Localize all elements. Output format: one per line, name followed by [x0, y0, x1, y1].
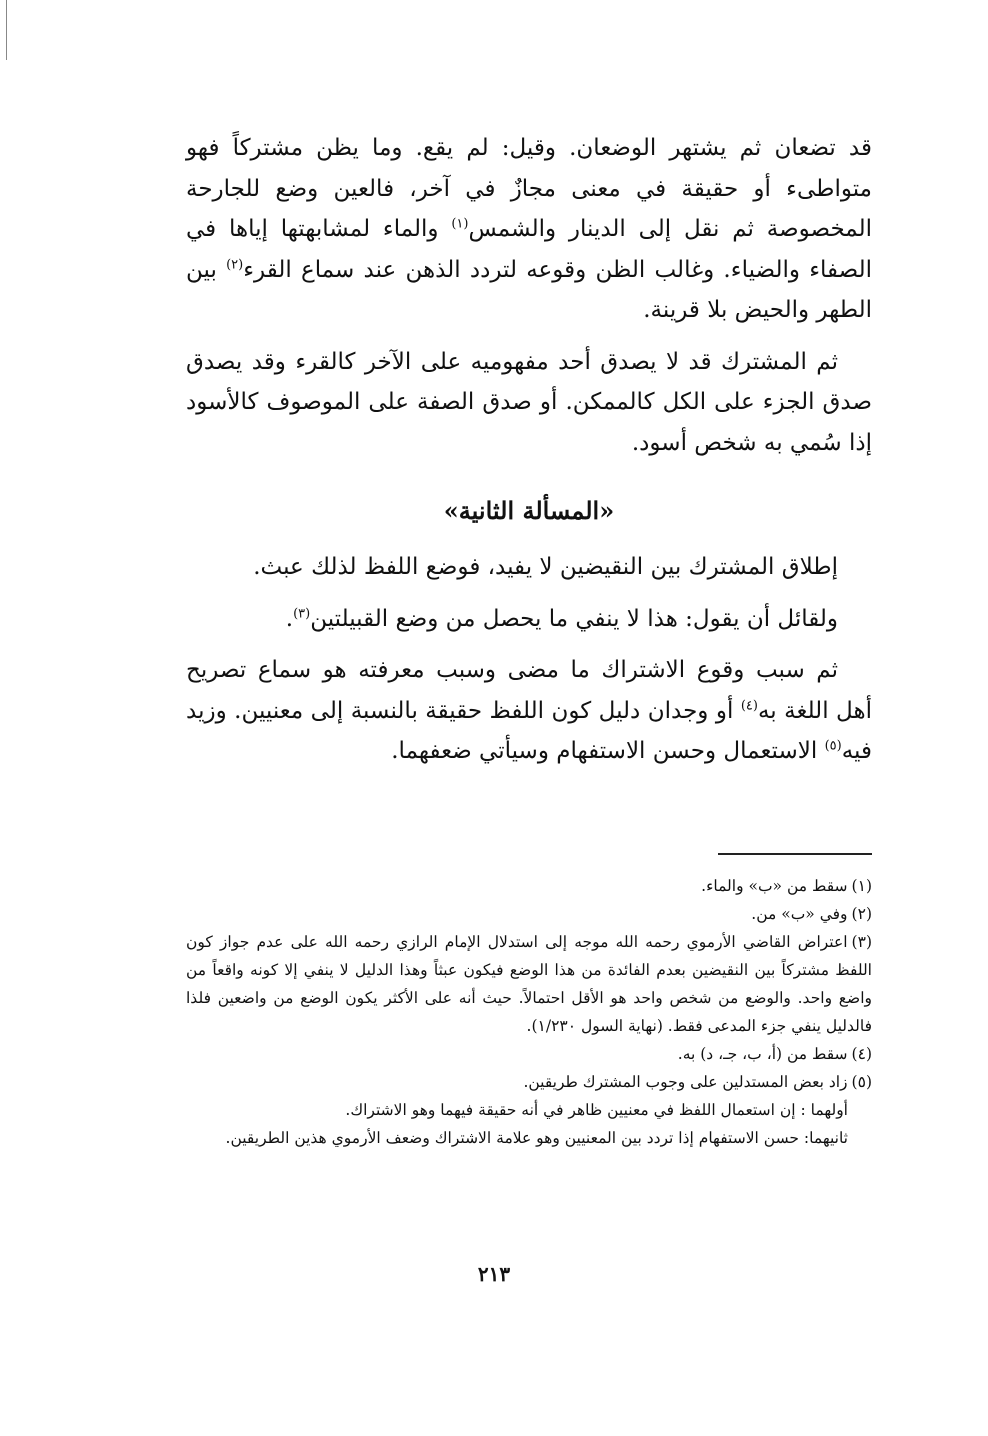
paragraph-1 [186, 128, 872, 331]
paragraph-1-mid: والماء لمشابهتها إياها في الصفاء والضياء. وغالب الظن وقوعه لتردد الذهن عند سماع القرء [186, 216, 872, 283]
footnote-4-text: سقط من (أ، ب، جـ، د) به. [677, 1045, 848, 1063]
footnote-3-number: (٣) [851, 933, 872, 951]
footnotes [186, 872, 872, 1152]
paragraph-3: إطلاق المشترك بين النقيضين لا يفيد، فوضع اللفظ لذلك عبث. [253, 554, 838, 580]
paragraph-5-mid: أو وجدان دليل كون اللفظ حقيقة بالنسبة إلى معنيين. وزيد فيه [186, 697, 872, 764]
footnote-4 [186, 1040, 872, 1068]
footnote-5-number: (٥) [851, 1073, 872, 1091]
paragraph-4-text: ولقائل أن يقول: هذا لا ينفي ما يحصل من وضع القبيلتين [310, 605, 838, 632]
paragraph-5-text: ثم سبب وقوع الاشتراك ما مضى وسبب معرفته هو سماع تصريح أهل اللغة به [186, 657, 872, 724]
paragraph-4-end: . [285, 605, 294, 632]
footnote-2 [186, 900, 872, 928]
footnote-divider [718, 853, 872, 855]
footnote-2-text: وفي «ب» من. [751, 905, 848, 923]
footnote-3-text: اعتراض القاضي الأرموي رحمه الله موجه إلى استدلال الإمام الرازي رحمه الله على عدم جواز كون اللفظ مشتركاً بين النقيضين بعدم الفائدة من هذا الوضع فيكون عبثاً وهذا الدليل لا ينفي إلا كونه واقعاً من واضع واحد. والوضع من شخص واحد هو الأقل احتمالاً. حيث أنه على الأكثر يكون الوضع من واضعين فلذا فالدليل ينفي جزء المدعى فقط. (نهاية السول ١/٢٣٠). [186, 933, 872, 1035]
footnote-5-first: أولهما : إن استعمال اللفظ في معنيين ظاهر في أنه حقيقة فيهما وهو الاشتراك. [345, 1101, 848, 1119]
paragraph-1-end: بين الطهر والحيض بلا قرينة. [186, 256, 872, 323]
paragraph-1-text: قد تضعان ثم يشتهر الوضعان. وقيل: لم يقع. وما يظن مشتركاً فهو متواطىء أو حقيقة في معنى مجازٌ في آخر، فالعين وضع للجارحة المخصوصة ثم نقل إلى الدينار والشمس [186, 135, 872, 242]
footnote-1-number: (١) [851, 877, 872, 895]
footnote-ref-1: (١) [451, 216, 469, 232]
footnote-ref-2: (٢) [226, 256, 244, 272]
footnote-2-number: (٢) [851, 905, 872, 923]
footnote-1-text: سقط من «ب» والماء. [701, 877, 848, 895]
paragraph-4 [186, 599, 872, 640]
section-title: «المسألة الثانية» [443, 496, 615, 525]
footnote-1 [186, 872, 872, 900]
footnote-5-text: زاد بعض المستدلين على وجوب المشترك طريقين. [523, 1073, 848, 1091]
footnote-3 [186, 928, 872, 1040]
page-number: ٢١٣ [477, 1262, 511, 1286]
main-text [186, 128, 872, 772]
scan-edge-line [6, 0, 7, 60]
paragraph-2: ثم المشترك قد لا يصدق أحد مفهوميه على الآخر كالقرء وقد يصدق صدق الجزء على الكل كالممكن. أو صدق الصفة على الموصوف كالأسود إذا سُمي به شخص أسود. [186, 348, 872, 456]
page-body [186, 128, 872, 783]
footnote-5-second: ثانيهما: حسن الاستفهام إذا تردد بين المعنيين وهو علامة الاشتراك وضعف الأرموي هذين الطريقين. [225, 1129, 848, 1147]
paragraph-5 [186, 650, 872, 772]
footnote-4-number: (٤) [851, 1045, 872, 1063]
footnote-ref-5: (٥) [824, 738, 842, 754]
footnote-ref-4: (٤) [740, 697, 758, 713]
footnote-5 [186, 1068, 872, 1096]
footnote-ref-3: (٣) [293, 605, 311, 621]
paragraph-5-end: الاستعمال وحسن الاستفهام وسيأتي ضعفهما. [391, 738, 825, 764]
